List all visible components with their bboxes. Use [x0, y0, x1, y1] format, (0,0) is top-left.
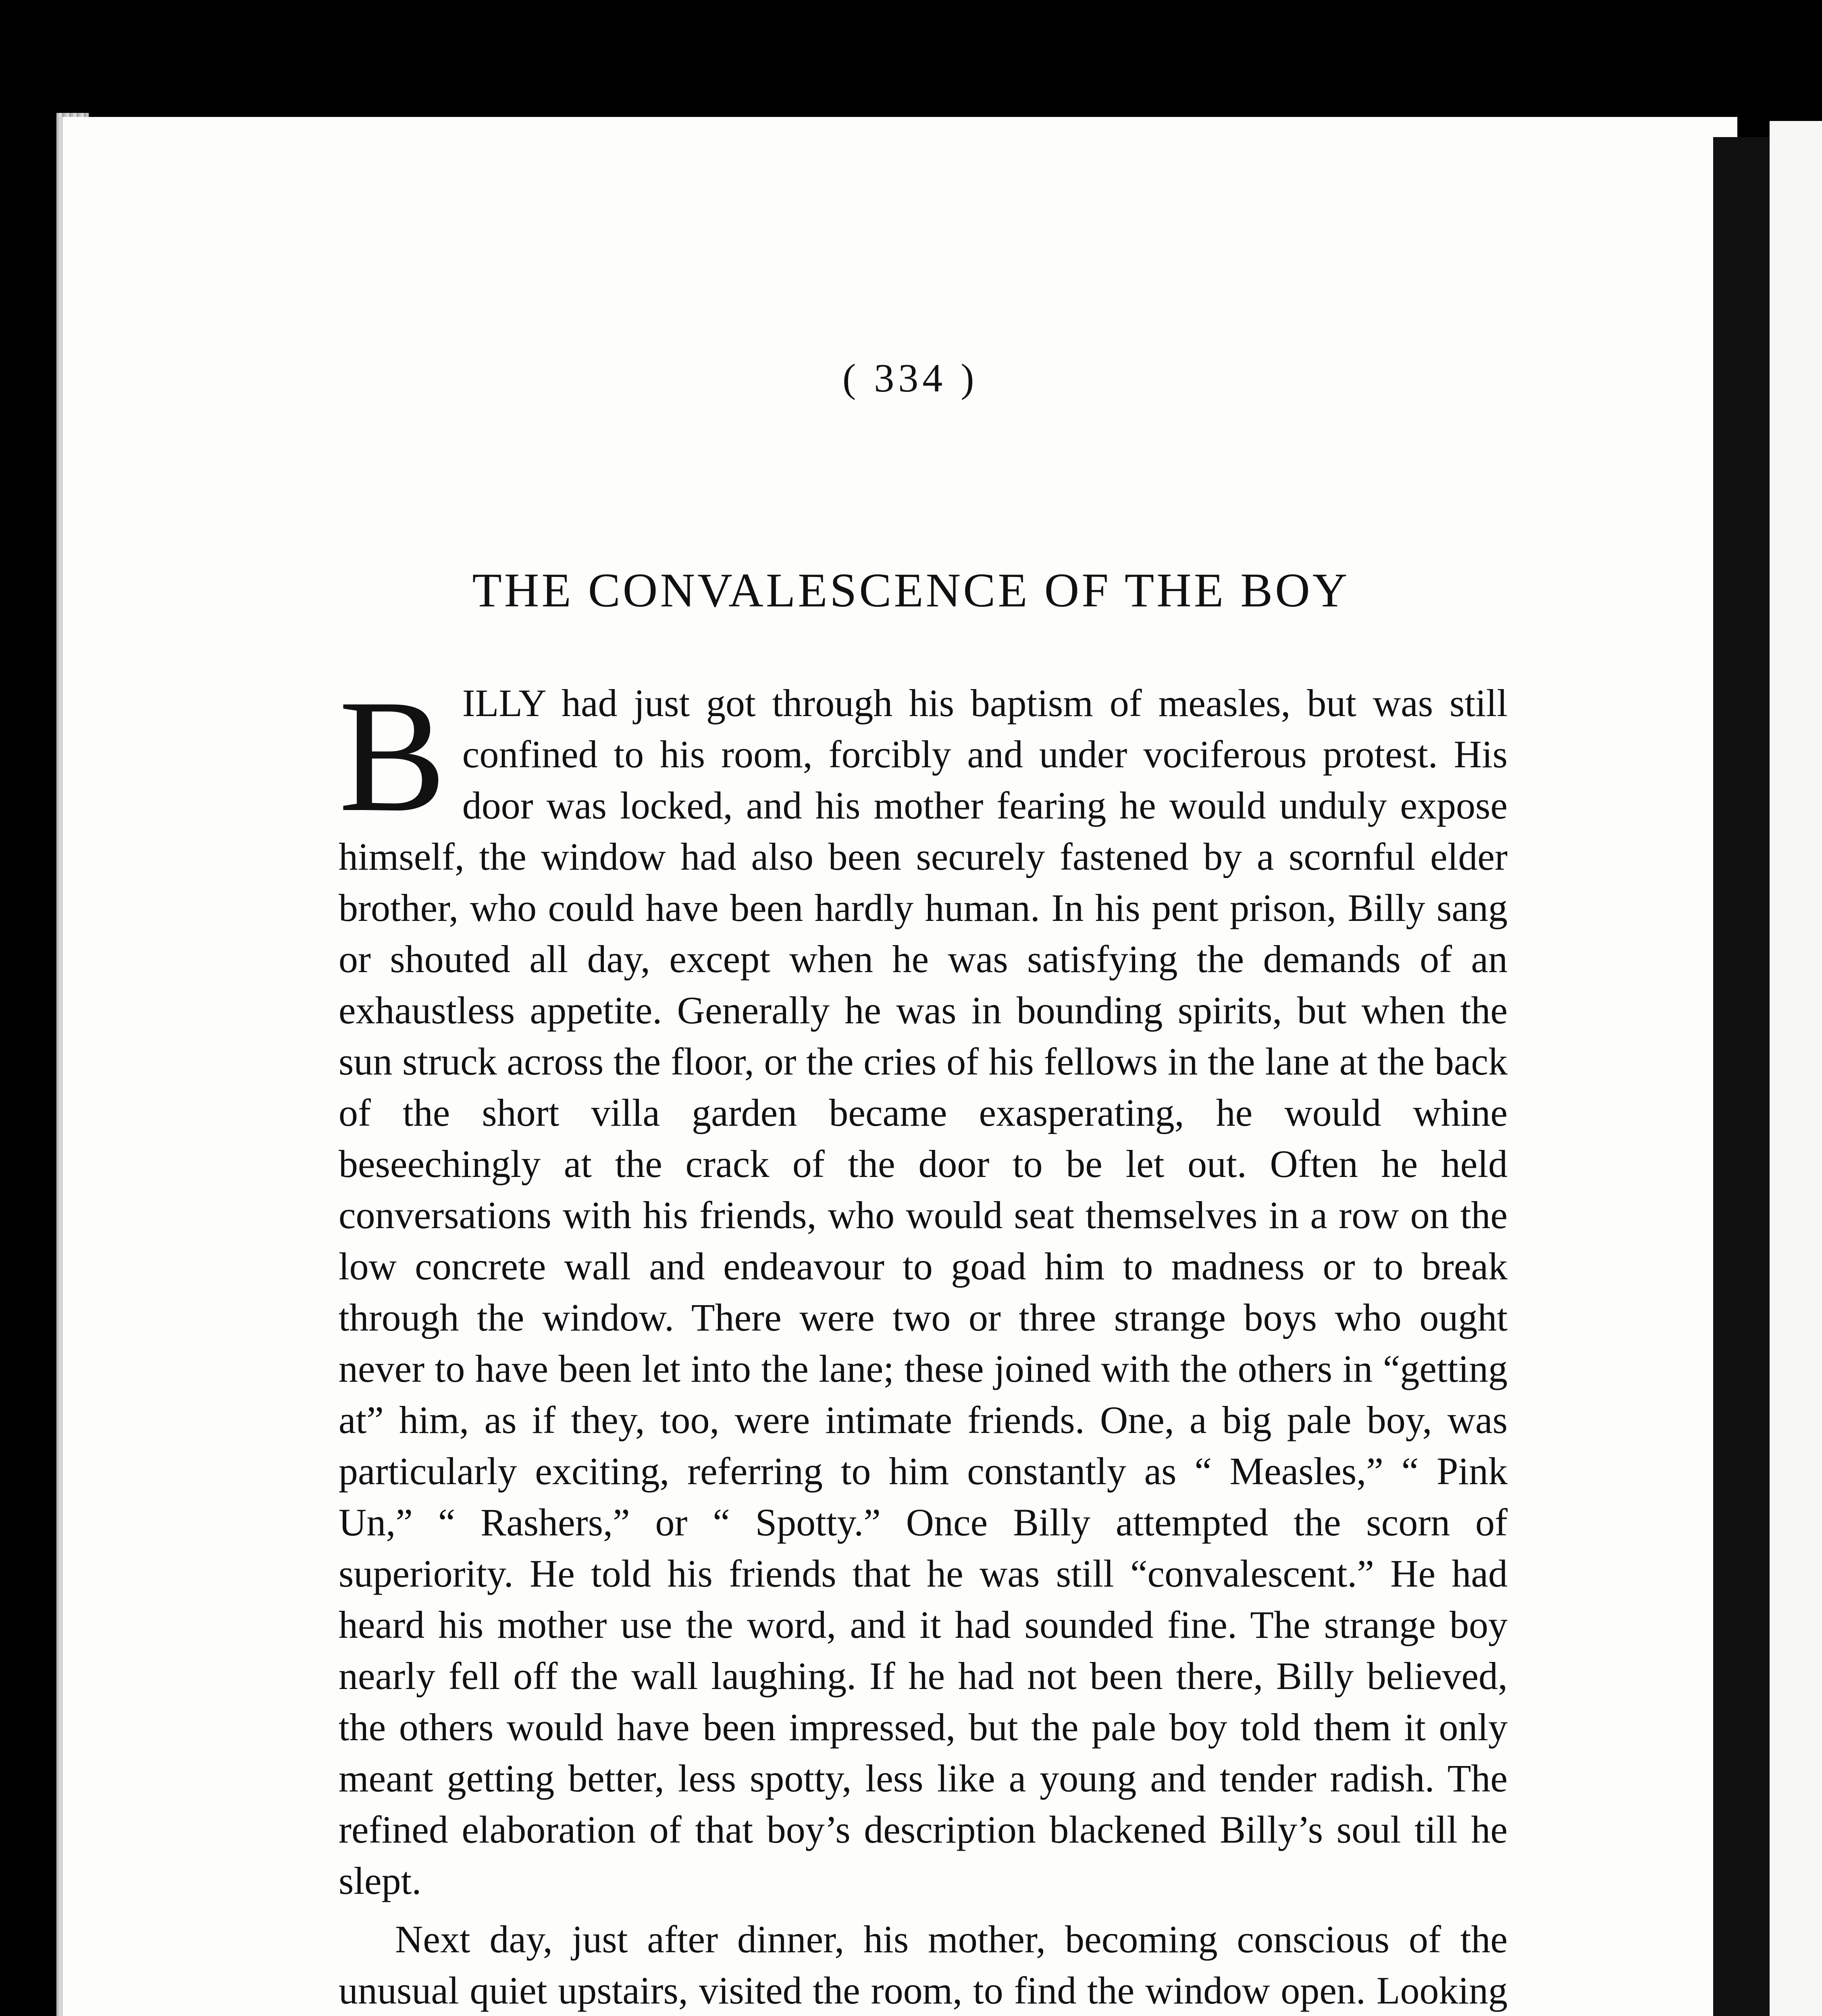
page-gutter-shadow	[1713, 137, 1770, 2016]
chapter-title: THE CONVALESCENCE OF THE BOY	[472, 563, 1350, 617]
page-number: ( 334 )	[842, 356, 978, 400]
body-text	[339, 666, 1508, 2016]
paragraph-1-text: ILLY had just got through his baptism of measles, but was still confined to his room, forcibly and under vociferous protest. His door was locked, and his mother fearing he would unduly expose himself, the window had also been securely fastened by a scornful elder brother, who could have been hardly human. In his pent prison, Billy sang or shouted all day, except when he was satisfying the demands of an exhaustless appetite. Generally he was in bounding spirits, but when the sun struck across the floor, or the cries of his fellows in the lane at the back of the short villa garden became exasperating, he would whine beseechingly at the crack of the door to be let out. Often he held conversations with his friends, who would seat themselves in a row on the low concrete wall and endeavour to goad him to madness or to break through the window. There were two or three strange boys who ought never to have been let into the lane; these joined with the others in “getting at” him, as if they, too, were intimate friends. One, a big pale boy, was particularly exciting, referring to him constantly as “ Measles,” “ Pink Un,” “ Rashers,” or “ Spotty.” Once Billy attempted the scorn of superiority. He told his friends that he was still “convalescent.” He had heard his mother use the word, and it had sounded fine. The strange boy nearly fell off the wall laughing. If he had not been there, Billy believed, the others would have been impressed, but the pale boy told them it only meant getting better, less spotty, less like a young and tender radish. The refined elaboration of that boy’s description blackened Billy’s soul till he slept.	[339, 681, 1508, 1902]
paragraph-2: Next day, just after dinner, his mother, becoming conscious of the unusual quiet upstairs, visited the room, to find the window open. Looking	[339, 1918, 1508, 2012]
next-page-edge	[1770, 121, 1822, 2016]
drop-cap: B	[339, 666, 446, 845]
paragraph-1	[339, 666, 1508, 1906]
